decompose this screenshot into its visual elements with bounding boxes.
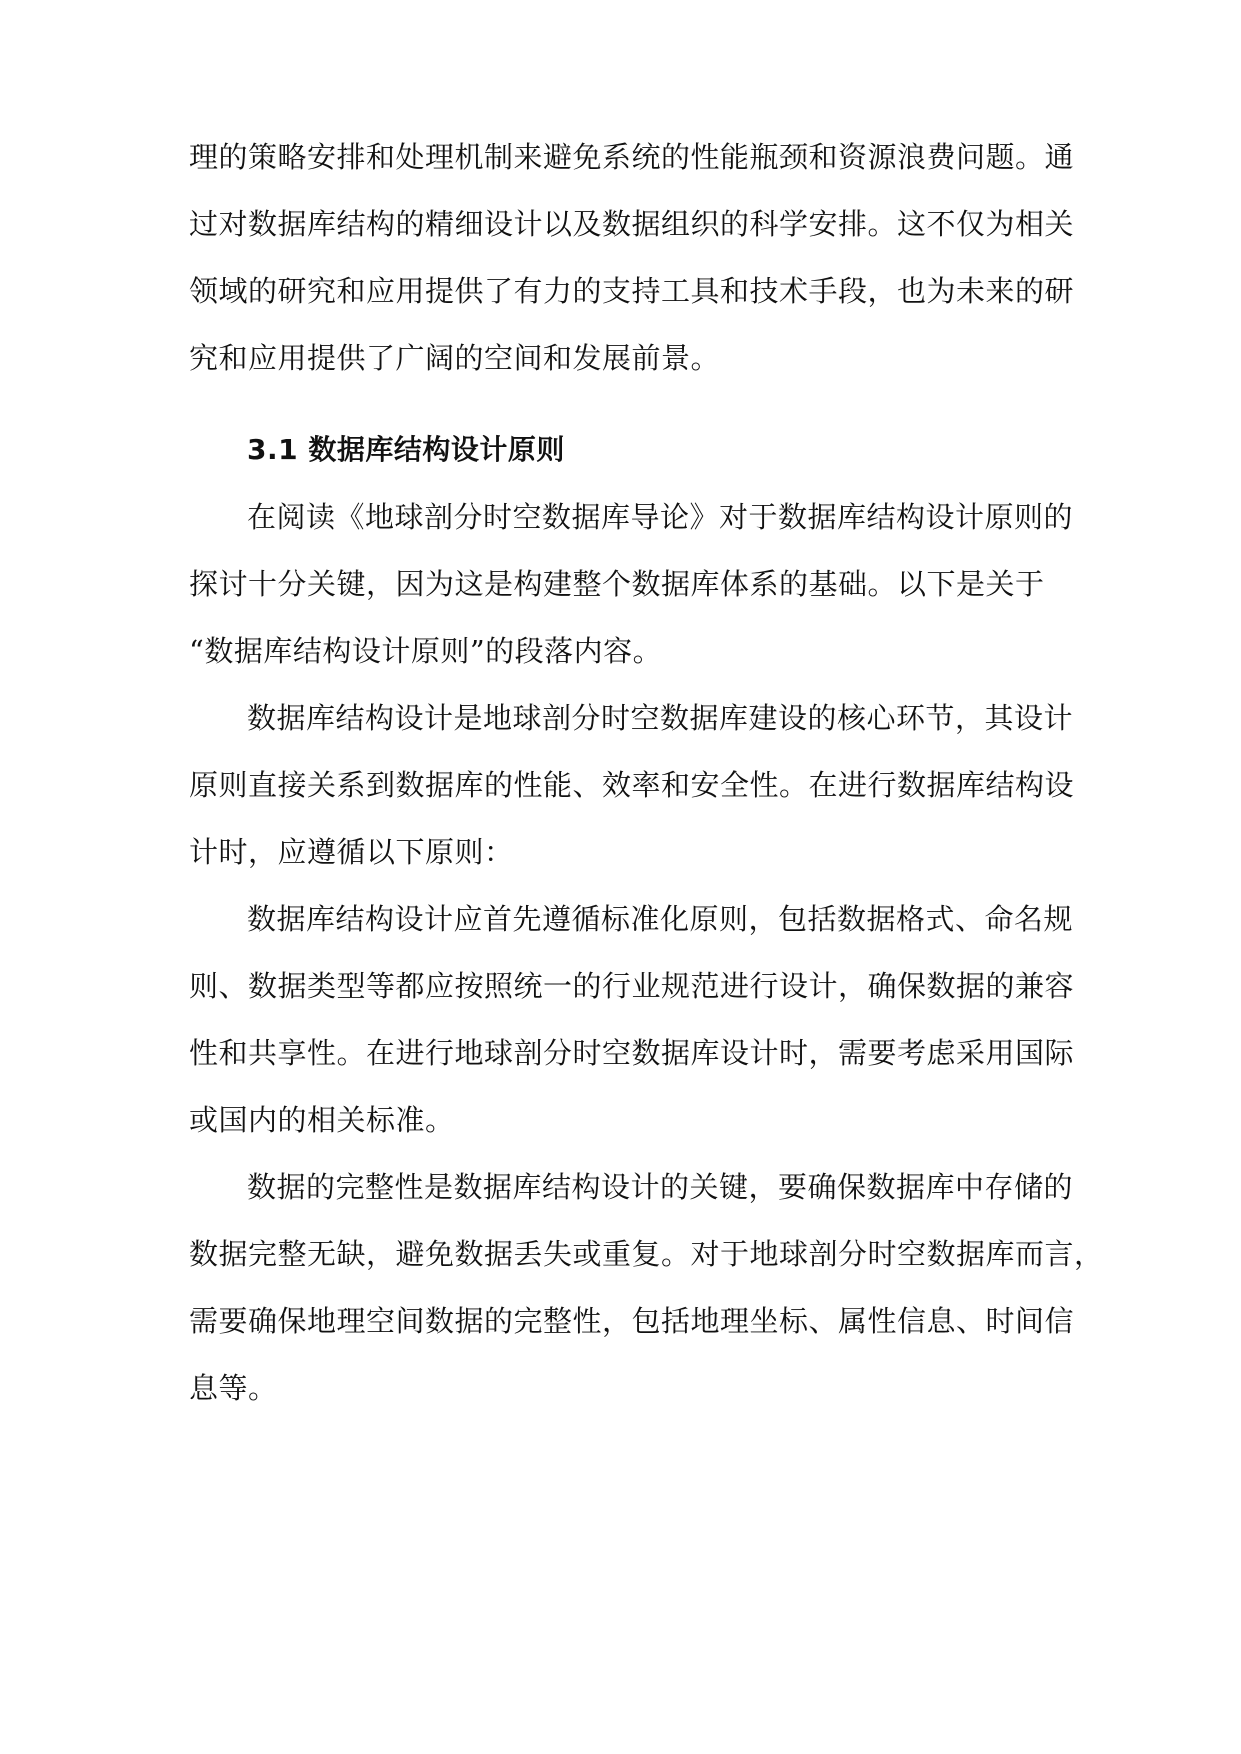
paragraph-3-line-2: 则、数据类型等都应按照统一的行业规范进行设计，确保数据的兼容: [189, 969, 1075, 1003]
section-heading: 3.1 数据库结构设计原则: [247, 433, 565, 466]
paragraph-3-line-3: 性和共享性。在进行地球剖分时空数据库设计时，需要考虑采用国际: [189, 1036, 1075, 1070]
paragraph-4-line-2: 数据完整无缺，避免数据丢失或重复。对于地球剖分时空数据库而言，: [189, 1237, 1104, 1271]
paragraph-1-line-2: 探讨十分关键，因为这是构建整个数据库体系的基础。以下是关于: [189, 567, 1045, 601]
paragraph-1-line-3: “数据库结构设计原则”的段落内容。: [189, 634, 663, 668]
paragraph-2-line-2: 原则直接关系到数据库的性能、效率和安全性。在进行数据库结构设: [189, 768, 1075, 802]
intro-line-3: 领域的研究和应用提供了有力的支持工具和技术手段，也为未来的研: [189, 274, 1075, 308]
paragraph-2-line-1: 数据库结构设计是地球剖分时空数据库建设的核心环节，其设计: [247, 701, 1074, 735]
paragraph-4-line-4: 息等。: [189, 1371, 278, 1405]
intro-line-2: 过对数据库结构的精细设计以及数据组织的科学安排。这不仅为相关: [189, 207, 1075, 241]
paragraph-2-line-3: 计时，应遵循以下原则：: [189, 835, 514, 869]
paragraph-4-line-1: 数据的完整性是数据库结构设计的关键，要确保数据库中存储的: [247, 1170, 1074, 1204]
paragraph-4-line-3: 需要确保地理空间数据的完整性，包括地理坐标、属性信息、时间信: [189, 1304, 1075, 1338]
intro-line-4: 究和应用提供了广阔的空间和发展前景。: [189, 341, 721, 375]
paragraph-3-line-1: 数据库结构设计应首先遵循标准化原则，包括数据格式、命名规: [247, 902, 1074, 936]
paragraph-3-line-4: 或国内的相关标准。: [189, 1103, 455, 1137]
intro-line-1: 理的策略安排和处理机制来避免系统的性能瓶颈和资源浪费问题。通: [189, 140, 1075, 174]
paragraph-1-line-1: 在阅读《地球剖分时空数据库导论》对于数据库结构设计原则的: [247, 500, 1074, 534]
